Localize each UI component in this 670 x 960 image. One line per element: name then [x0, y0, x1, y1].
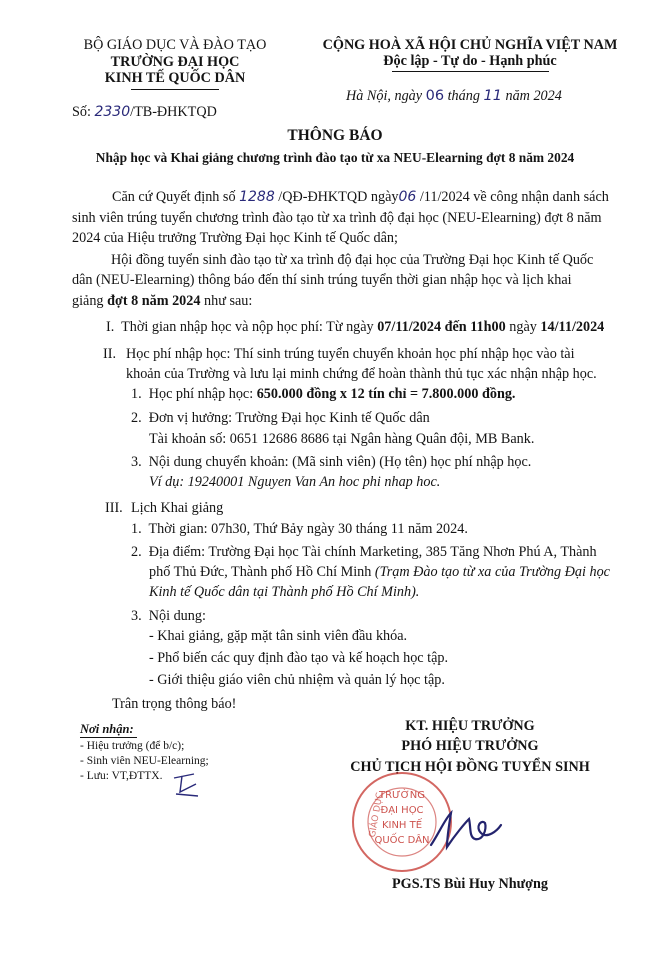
section-1-label: I. — [106, 319, 115, 335]
recipients-underline — [80, 737, 137, 738]
opening-time-num: 1. — [131, 521, 142, 537]
school-name-line2: KINH TẾ QUỐC DÂN — [104, 70, 246, 86]
intro-line-1 — [112, 189, 609, 206]
bank-account: Tài khoản số: 0651 12686 8686 tại Ngân hàng Quân đội, MB Bank. — [149, 431, 535, 447]
beneficiary-item — [131, 410, 430, 427]
list-item: - Giới thiệu giáo viên chủ nhiệm và quản lý học tập. — [149, 672, 445, 688]
recipient-item: - Hiệu trưởng (để b/c); — [80, 740, 185, 752]
section-2-line2: khoản của Trường và lưu lại minh chứng để hoàn thành thủ tục xác nhận nhập học. — [126, 366, 597, 382]
intro-line-6 — [72, 293, 252, 310]
section-1 — [106, 319, 604, 336]
signer-name: PGS.TS Bùi Huy Nhượng — [392, 876, 548, 892]
recipients-title: Nơi nhận: — [80, 722, 134, 736]
list-item: - Khai giảng, gặp mặt tân sinh viên đầu khóa. — [149, 628, 408, 644]
content-title: Nội dung: — [148, 608, 206, 624]
section-3-title: Lịch Khai giảng — [131, 500, 224, 516]
motto: Độc lập - Tự do - Hạnh phúc — [383, 53, 557, 69]
recipient-item: - Lưu: VT,ĐTTX. — [80, 770, 163, 782]
issue-date — [346, 88, 562, 105]
intro-line-4: Hội đồng tuyển sinh đào tạo từ xa trình độ đại học của Trường Đại học Kinh tế Quốc — [111, 252, 594, 268]
signature-title-2: PHÓ HIỆU TRƯỞNG — [401, 738, 539, 754]
content-heading — [131, 608, 206, 625]
venue-line3: Kinh tế Quốc dân tại Thành phố Hồ Chí Minh). — [149, 584, 420, 600]
venue-text: phố Thủ Đức, Thành phố Hồ Chí Minh — [149, 564, 372, 580]
signature-title-3: CHỦ TỊCH HỘI ĐỒNG TUYỂN SINH — [350, 759, 590, 775]
section-3-label: III. — [105, 500, 123, 516]
date-month: 11 — [483, 88, 502, 104]
beneficiary-label: Đơn vị hưởng: Trường Đại học Kinh tế Quốc dân — [148, 410, 430, 426]
venue-note: (Trạm Đào tạo từ xa của Trường Đại học — [374, 564, 610, 580]
beneficiary-num: 2. — [131, 410, 142, 426]
stamp-line1: TRƯỜNG — [379, 790, 425, 801]
intro-text: Căn cứ Quyết định số — [112, 189, 236, 205]
initials-mark — [170, 770, 202, 802]
list-item: - Phổ biến các quy định đào tạo và kế hoạch học tập. — [149, 650, 449, 666]
notice-subtitle: Nhập học và Khai giảng chương trình đào tạo từ xa NEU-Elearning đợt 8 năm 2024 — [95, 150, 575, 165]
transfer-content-item — [131, 454, 531, 471]
date-day: 06 — [425, 88, 445, 104]
intro-line-3: 2024 của Hiệu trưởng Trường Đại học Kinh tế Quốc dân; — [72, 230, 398, 246]
header-left-divider — [131, 89, 219, 90]
date-year: năm 2024 — [505, 88, 562, 104]
stamp-line3: KINH TẾ — [381, 820, 423, 831]
intro-text: /QĐ-ĐHKTQD ngày — [278, 189, 399, 205]
fee-amount: 650.000 đồng x 12 tín chỉ = 7.800.000 đồng. — [256, 386, 516, 402]
intake-batch: đợt 8 năm 2024 — [107, 293, 201, 309]
venue-num: 2. — [131, 544, 142, 560]
number-value: 2330 — [94, 104, 131, 120]
intro-text: /11/2024 về công nhận danh sách — [419, 189, 609, 205]
intro-line-2: sinh viên trúng tuyển chương trình đào tạo từ xa trình độ đại học (NEU-Elearning) đợt 8 năm — [72, 210, 602, 226]
section-1-text: Thời gian nhập học và nộp học phí: Từ ngày — [121, 319, 374, 335]
closing-line: Trân trọng thông báo! — [112, 696, 237, 712]
date-prefix: Hà Nội, ngày — [346, 88, 423, 104]
opening-time-text: Thời gian: 07h30, Thứ Bảy ngày 30 tháng 11 năm 2024. — [148, 521, 468, 537]
number-suffix: /TB-ĐHKTQD — [130, 104, 217, 120]
date-month-label: tháng — [447, 88, 480, 104]
handwritten-signature — [425, 805, 505, 855]
intro-line-5: dân (NEU-Elearning) thông báo đến thí sinh trúng tuyển thời gian nhập học và lịch khai — [72, 272, 572, 288]
header-right-divider — [392, 71, 549, 72]
transfer-label: Nội dung chuyển khoản: (Mã sinh viên) (Họ tên) học phí nhập học. — [148, 454, 532, 470]
enrollment-start: 07/11/2024 đến 11h00 — [377, 319, 506, 335]
intro-text: như sau: — [204, 293, 253, 309]
venue-line2 — [149, 564, 610, 581]
stamp-ring-text: GIÁO DỤC — [367, 791, 386, 839]
decision-day: 06 — [398, 189, 417, 205]
transfer-num: 3. — [131, 454, 142, 470]
venue-line1 — [131, 544, 597, 561]
stamp-line2: ĐẠI HỌC — [380, 805, 424, 816]
content-num: 3. — [131, 608, 142, 624]
section-2-line1: Học phí nhập học: Thí sinh trúng tuyển chuyển khoản học phí nhập học vào tài — [126, 346, 575, 362]
section-1-text: ngày — [509, 319, 537, 335]
fee-item — [131, 386, 515, 403]
number-prefix: Số: — [72, 104, 91, 120]
section-2-label: II. — [103, 346, 116, 362]
school-name-line1: TRƯỜNG ĐẠI HỌC — [110, 54, 240, 70]
republic-name: CỘNG HOÀ XÃ HỘI CHỦ NGHĨA VIỆT NAM — [322, 37, 618, 53]
stamp-line4: QUỐC DÂN — [374, 835, 430, 846]
intro-text: giảng — [72, 293, 104, 309]
recipient-item: - Sinh viên NEU-Elearning; — [80, 755, 209, 767]
venue-text: Địa điểm: Trường Đại học Tài chính Marketing, 385 Tăng Nhơn Phú A, Thành — [148, 544, 597, 560]
fee-label: Học phí nhập học: — [148, 386, 254, 402]
fee-num: 1. — [131, 386, 142, 402]
document-number — [72, 104, 217, 121]
ministry-name: BỘ GIÁO DỤC VÀ ĐÀO TẠO — [83, 37, 267, 53]
notice-title: THÔNG BÁO — [287, 127, 383, 144]
signature-title-1: KT. HIỆU TRƯỞNG — [405, 718, 535, 734]
transfer-example: Ví dụ: 19240001 Nguyen Van An hoc phi nhap hoc. — [149, 474, 441, 490]
decision-number: 1288 — [239, 189, 275, 205]
opening-time — [131, 521, 468, 538]
enrollment-end: 14/11/2024 — [540, 319, 605, 335]
